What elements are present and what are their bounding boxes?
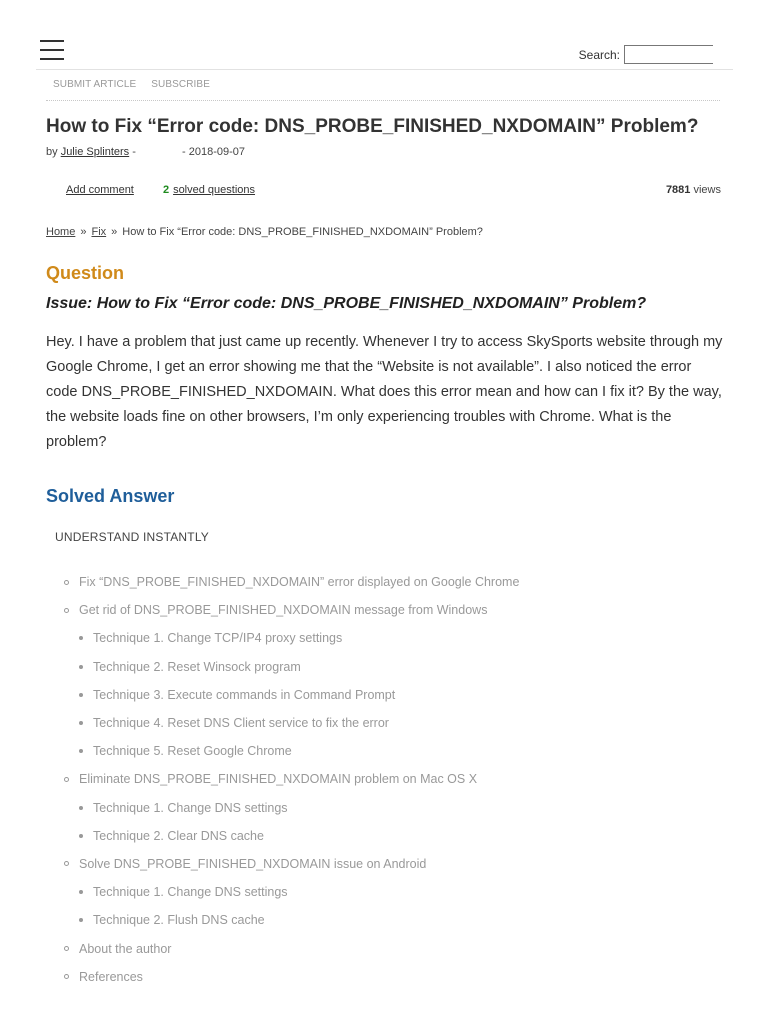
solved-questions-link[interactable]: solved questions <box>173 184 256 196</box>
byline <box>46 146 245 158</box>
circle-bullet-icon <box>64 946 69 951</box>
submit-article-link[interactable]: SUBMIT ARTICLE <box>53 79 137 90</box>
sub-navigation <box>46 76 720 101</box>
toc-link[interactable]: Technique 2. Clear DNS cache <box>93 828 264 843</box>
page-title: How to Fix “Error code: DNS_PROBE_FINISHED_NXDOMAIN” Problem? <box>46 116 699 137</box>
circle-bullet-icon <box>64 861 69 866</box>
toc-link[interactable]: References <box>79 969 143 984</box>
disc-bullet-icon <box>79 636 83 640</box>
add-comment-link[interactable]: Add comment <box>66 184 134 196</box>
toc-item <box>64 850 724 878</box>
toc-link[interactable]: Technique 3. Execute commands in Command Prompt <box>93 687 396 702</box>
toc-link[interactable]: Technique 2. Reset Winsock program <box>93 659 301 674</box>
disc-bullet-icon <box>79 890 83 894</box>
toc-link[interactable]: Fix “DNS_PROBE_FINISHED_NXDOMAIN” error displayed on Google Chrome <box>79 575 520 590</box>
question-heading: Question <box>46 263 125 283</box>
toc-item <box>64 737 724 765</box>
issue-title: Issue: How to Fix “Error code: DNS_PROBE_FINISHED_NXDOMAIN” Problem? <box>46 295 647 312</box>
disc-bullet-icon <box>79 749 83 753</box>
toc-item <box>64 822 724 850</box>
toc-item <box>64 963 724 991</box>
hamburger-menu-icon[interactable] <box>40 40 64 62</box>
views-count: 7881 <box>665 184 691 196</box>
question-body: Hey. I have a problem that just came up recently. Whenever I try to access SkySports website through my Google Chrome, I get an error showing me that the “Website is not available”. I also noticed the error code DNS_PROBE_FINISHED_NXDOMAIN. What does this error mean and how can I fix it? By the way, the website loads fine on other browsers, I’m only experiencing troubles with Chrome. What is the problem? <box>46 334 723 450</box>
toc-item <box>64 934 724 962</box>
solved-answer-heading: Solved Answer <box>46 486 175 506</box>
author-link[interactable]: Julie Splinters <box>60 146 130 158</box>
site-header <box>36 30 733 70</box>
subscribe-link[interactable]: SUBSCRIBE <box>151 79 210 90</box>
toc-link[interactable]: Get rid of DNS_PROBE_FINISHED_NXDOMAIN message from Windows <box>79 603 488 618</box>
toc-link[interactable]: Technique 1. Change TCP/IP4 proxy settings <box>93 631 343 646</box>
table-of-contents <box>64 568 724 991</box>
disc-bullet-icon <box>79 693 83 697</box>
toc-link[interactable]: Technique 4. Reset DNS Client service to fix the error <box>93 716 389 731</box>
disc-bullet-icon <box>79 665 83 669</box>
toc-item <box>64 794 724 822</box>
disc-bullet-icon <box>79 834 83 838</box>
toc-item <box>64 568 724 596</box>
toc-item <box>64 681 724 709</box>
toc-link[interactable]: Technique 1. Change DNS settings <box>93 885 288 900</box>
toc-item <box>64 624 724 652</box>
toc-item <box>64 709 724 737</box>
breadcrumb-separator: » <box>111 226 118 238</box>
circle-bullet-icon <box>64 608 69 613</box>
toc-link[interactable]: Technique 2. Flush DNS cache <box>93 913 265 928</box>
disc-bullet-icon <box>79 806 83 810</box>
byline-dash: - <box>132 146 136 158</box>
solved-count: 2 <box>162 184 170 196</box>
disc-bullet-icon <box>79 721 83 725</box>
toc-link[interactable]: Solve DNS_PROBE_FINISHED_NXDOMAIN issue on Android <box>79 856 427 871</box>
disc-bullet-icon <box>79 918 83 922</box>
publish-date: - 2018-09-07 <box>182 146 246 158</box>
breadcrumb <box>46 226 483 238</box>
toc-link[interactable]: About the author <box>79 941 172 956</box>
views-label: views <box>693 184 721 196</box>
circle-bullet-icon <box>64 777 69 782</box>
toc-link[interactable]: Technique 5. Reset Google Chrome <box>93 744 292 759</box>
views-counter <box>666 184 721 196</box>
toc-item <box>64 596 724 624</box>
search-input[interactable] <box>624 45 713 64</box>
toc-link[interactable]: Technique 1. Change DNS settings <box>93 800 288 815</box>
toc-item <box>64 765 724 793</box>
breadcrumb-home[interactable]: Home <box>46 226 76 238</box>
search-form <box>579 45 713 64</box>
toc-item <box>64 878 724 906</box>
breadcrumb-current: How to Fix “Error code: DNS_PROBE_FINISHED_NXDOMAIN” Problem? <box>122 226 483 238</box>
search-label: Search: <box>578 47 620 62</box>
toc-link[interactable]: Eliminate DNS_PROBE_FINISHED_NXDOMAIN problem on Mac OS X <box>79 772 478 787</box>
article-actions <box>66 184 255 196</box>
breadcrumb-fix[interactable]: Fix <box>91 226 107 238</box>
circle-bullet-icon <box>64 974 69 979</box>
circle-bullet-icon <box>64 580 69 585</box>
toc-item <box>64 906 724 934</box>
breadcrumb-separator: » <box>80 226 87 238</box>
by-prefix: by <box>46 146 58 158</box>
toc-item <box>64 653 724 681</box>
understand-instantly-label: UNDERSTAND INSTANTLY <box>55 530 210 544</box>
